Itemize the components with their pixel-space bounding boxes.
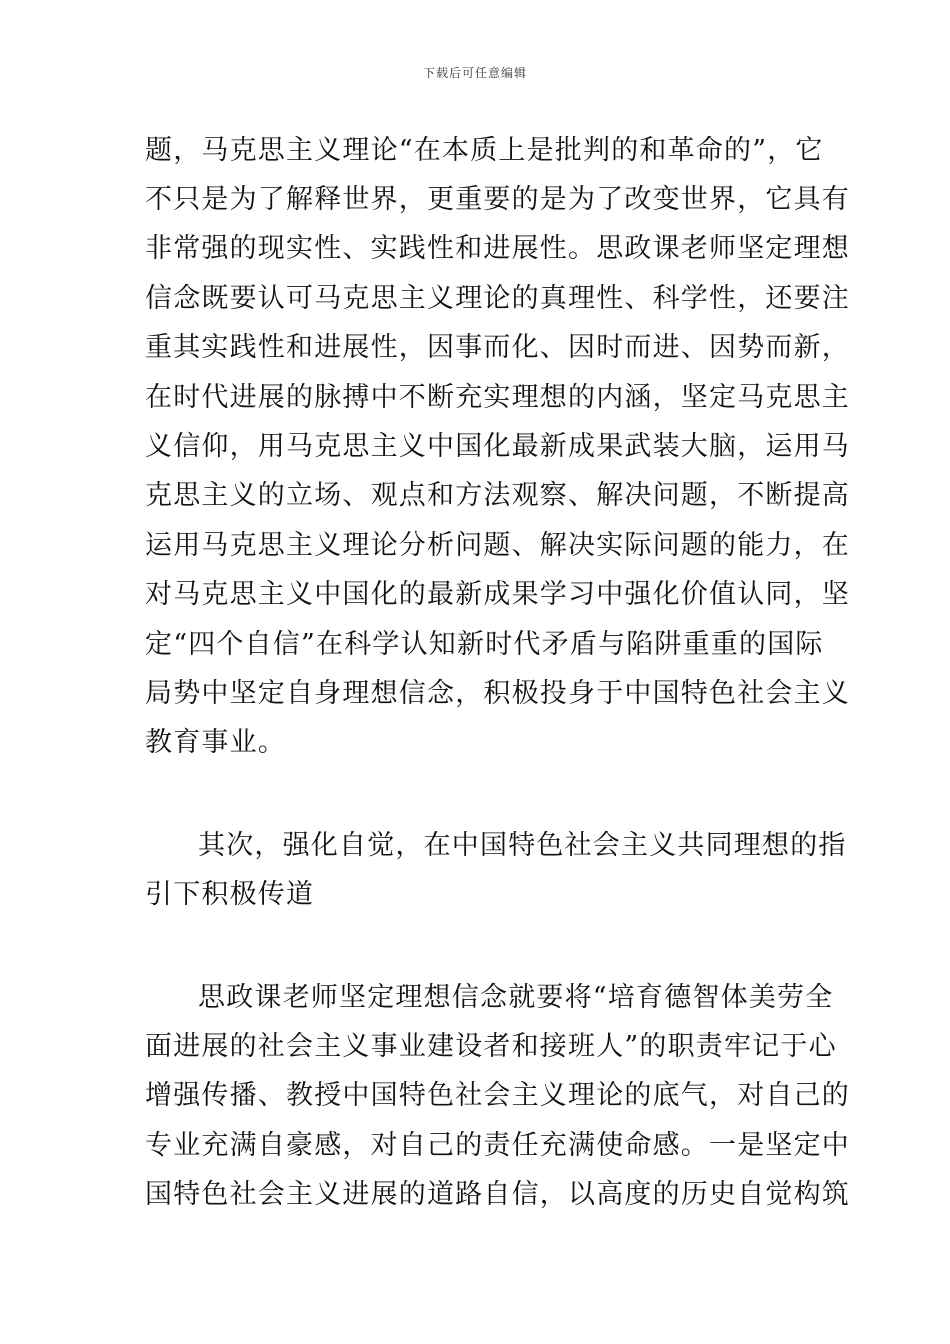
paragraph-line: 定“四个自信”在科学认知新时代矛盾与陷阱重重的国际 bbox=[145, 629, 824, 660]
paragraph-line: 重其实践性和进展性，因事而化、因时而进、因势而新， bbox=[145, 332, 850, 363]
paragraph-line: 面进展的社会主义事业建设者和接班人”的职责牢记于心 bbox=[145, 1031, 837, 1062]
paragraph-line: 非常强的现实性、实践性和进展性。思政课老师坚定理想 bbox=[145, 233, 850, 264]
paragraph-line: 教育事业。 bbox=[145, 727, 286, 758]
paragraph-line: 局势中坚定自身理想信念，积极投身于中国特色社会主义 bbox=[145, 678, 850, 709]
paragraph-line: 增强传播、教授中国特色社会主义理论的底气，对自己的 bbox=[145, 1080, 850, 1111]
paragraph-line: 国特色社会主义进展的道路自信，以高度的历史自觉构筑 bbox=[145, 1179, 850, 1210]
paragraph-line: 运用马克思主义理论分析问题、解决实际问题的能力，在 bbox=[145, 530, 850, 561]
paragraph-line: 不只是为了解释世界，更重要的是为了改变世界，它具有 bbox=[145, 184, 850, 215]
paragraph-line: 克思主义的立场、观点和方法观察、解决问题，不断提高 bbox=[145, 480, 850, 511]
paragraph-line: 在时代进展的脉搏中不断充实理想的内涵，坚定马克思主 bbox=[145, 382, 850, 413]
paragraph-line: 义信仰，用马克思主义中国化最新成果武装大脑，运用马 bbox=[145, 431, 850, 462]
paragraph-line: 题，马克思主义理论“在本质上是批判的和革命的”，它 bbox=[145, 135, 824, 166]
section-heading-line: 引下积极传道 bbox=[145, 879, 315, 910]
section-heading-line: 其次，强化自觉，在中国特色社会主义共同理想的指 bbox=[198, 830, 847, 861]
paragraph-line: 对马克思主义中国化的最新成果学习中强化价值认同，坚 bbox=[145, 579, 850, 610]
paragraph-line: 思政课老师坚定理想信念就要将“培育德智体美劳全 bbox=[198, 982, 834, 1013]
paragraph-line: 信念既要认可马克思主义理论的真理性、科学性，还要注 bbox=[145, 283, 850, 314]
paragraph-line: 专业充满自豪感，对自己的责任充满使命感。一是坚定中 bbox=[145, 1130, 850, 1161]
page-header: 下载后可任意编辑 bbox=[422, 66, 527, 80]
